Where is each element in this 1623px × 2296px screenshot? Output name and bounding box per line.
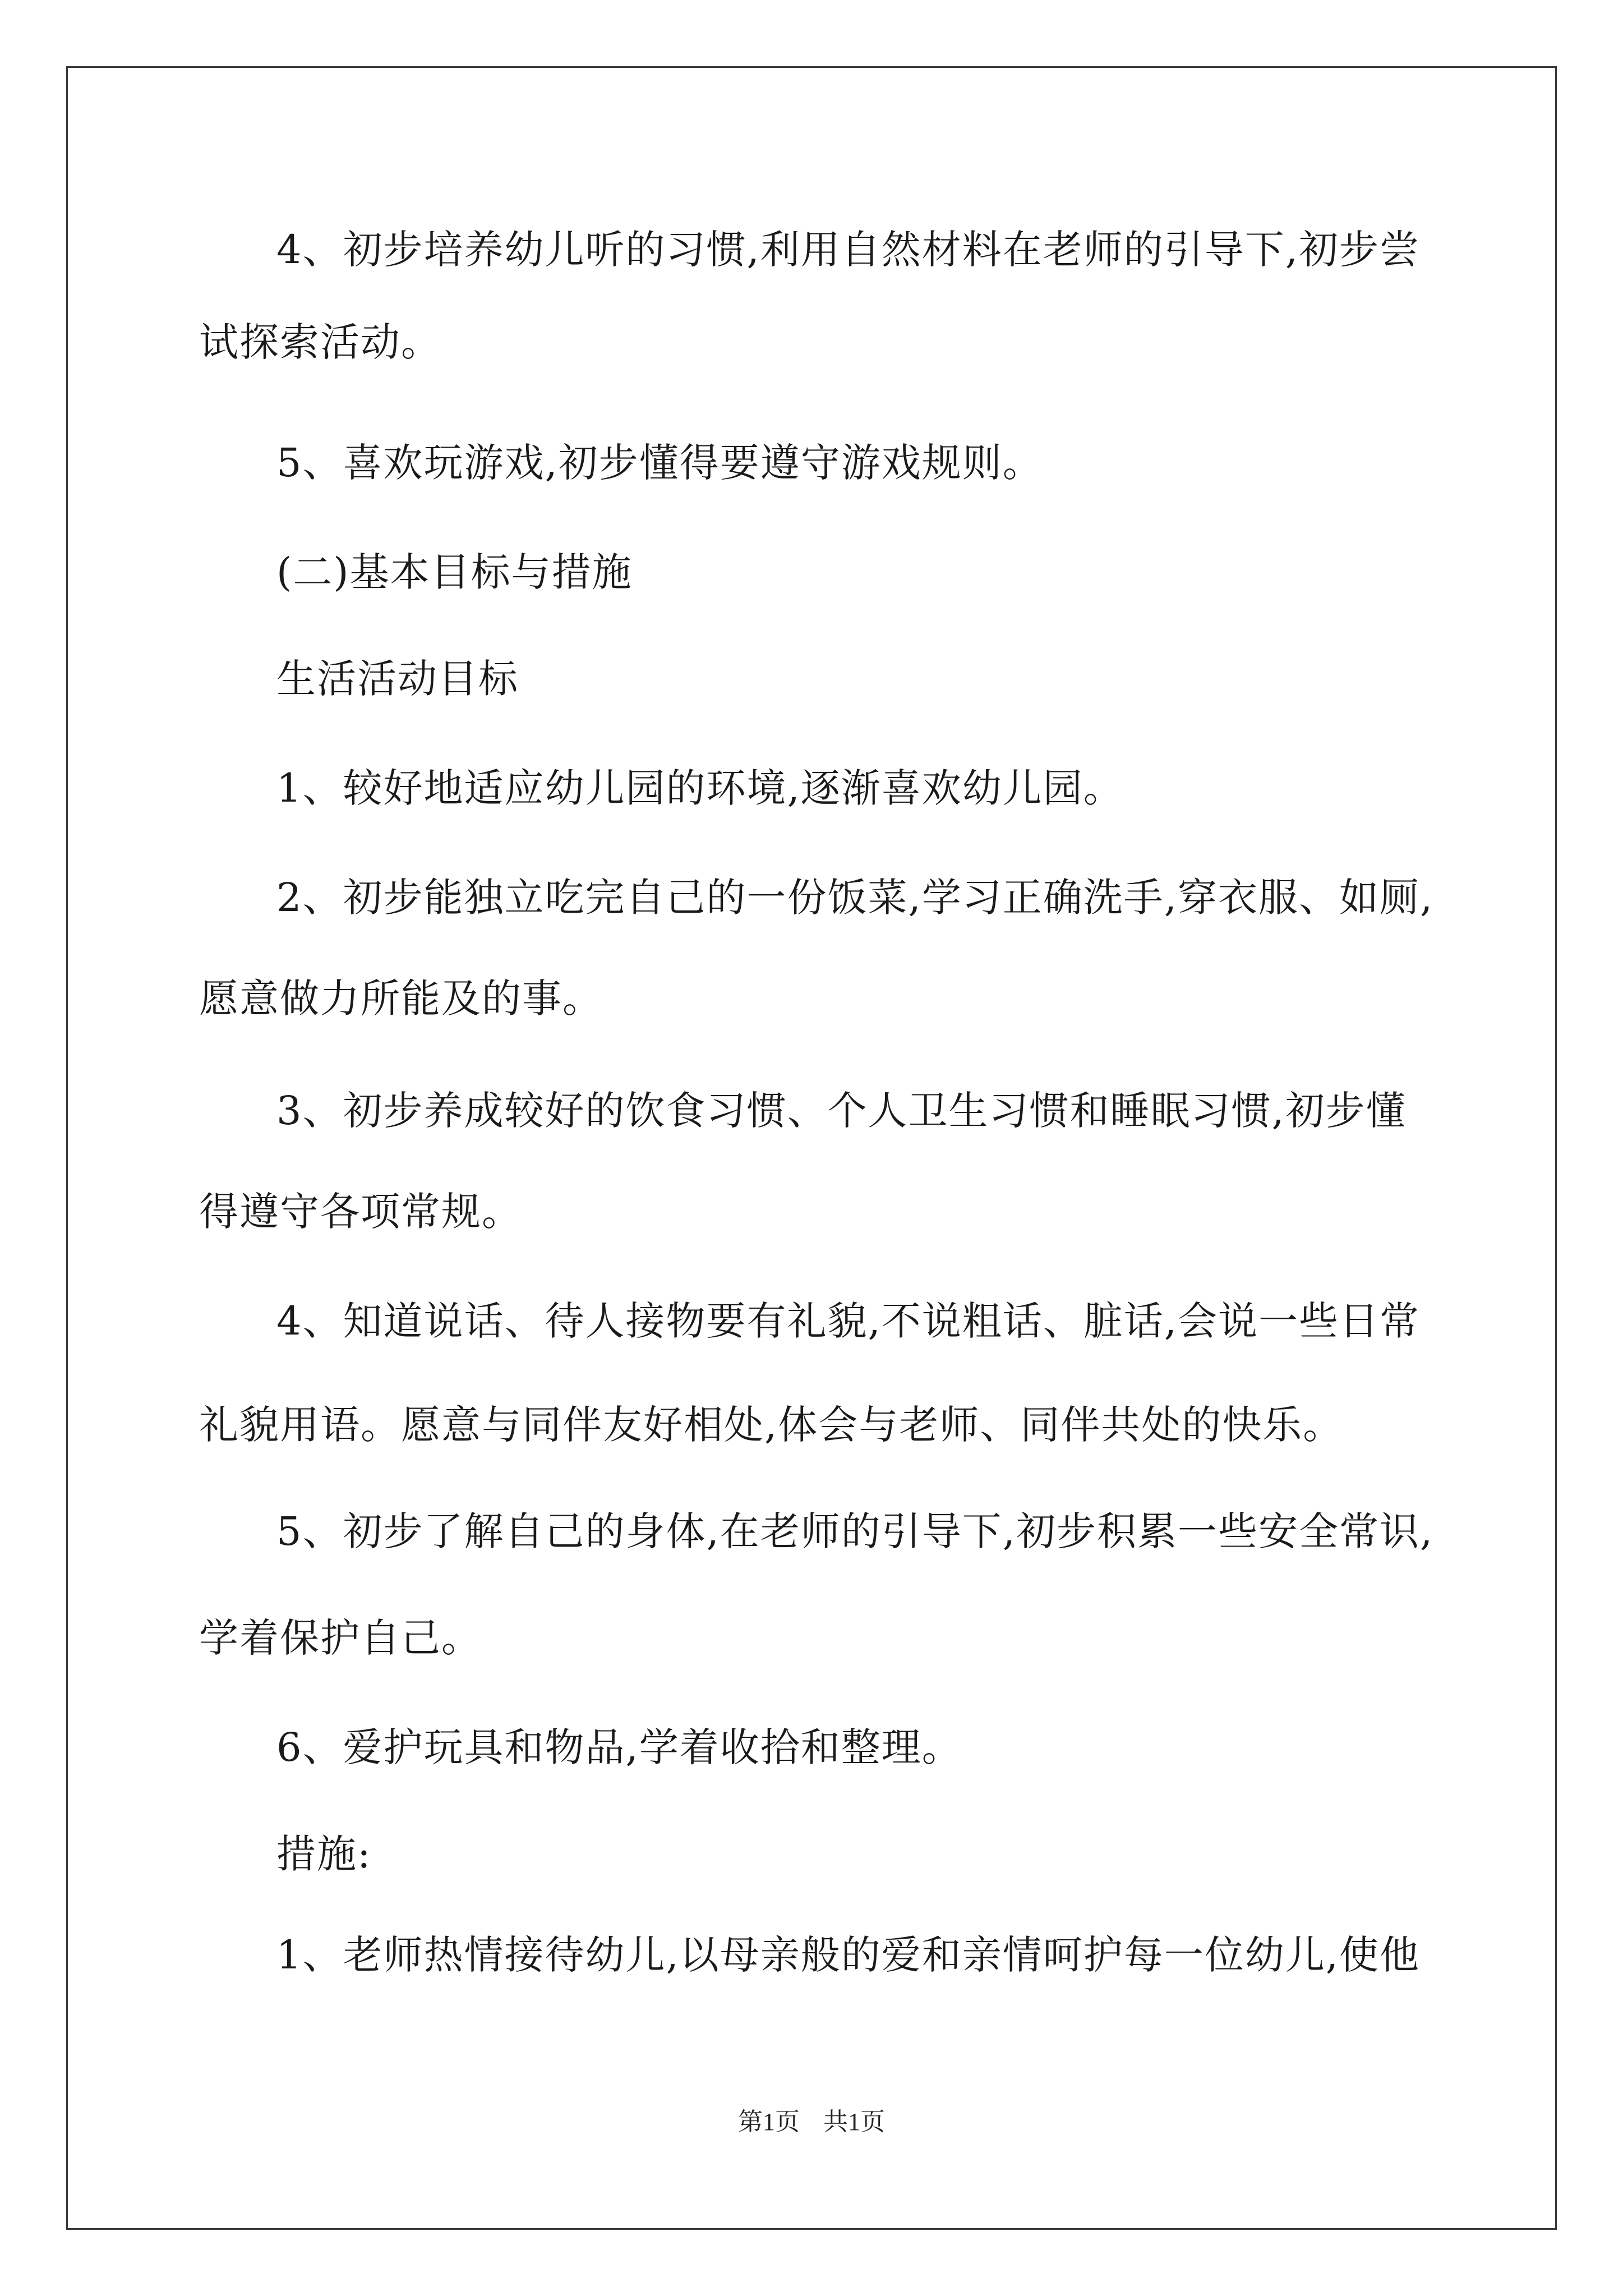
text-line: 得遵守各项常规。: [199, 1189, 522, 1235]
subsection-heading: 生活活动目标: [276, 656, 519, 702]
text-line: 2、初步能独立吃完自己的一份饭菜,学习正确洗手,穿衣服、如厕,: [276, 875, 1434, 921]
text-line: 3、初步养成较好的饮食习惯、个人卫生习惯和睡眠习惯,初步懂: [276, 1088, 1407, 1134]
page-number: 第1页: [738, 2108, 800, 2136]
page-total: 共1页: [823, 2108, 885, 2136]
text-line: 4、初步培养幼儿听的习惯,利用自然材料在老师的引导下,初步尝: [276, 227, 1421, 273]
text-line: 6、爱护玩具和物品,学着收拾和整理。: [276, 1724, 962, 1770]
text-line: 1、老师热情接待幼儿,以母亲般的爱和亲情呵护每一位幼儿,使他: [276, 1932, 1421, 1978]
text-line: 5、喜欢玩游戏,初步懂得要遵守游戏规则。: [276, 440, 1043, 486]
subsection-heading: 措施:: [276, 1831, 372, 1877]
text-line: 学着保护自己。: [199, 1615, 482, 1661]
text-line: 5、初步了解自己的身体,在老师的引导下,初步积累一些安全常识,: [276, 1508, 1434, 1554]
page-border: [66, 66, 1557, 2230]
text-line: 愿意做力所能及的事。: [199, 976, 603, 1022]
text-line: 礼貌用语。愿意与同伴友好相处,体会与老师、同伴共处的快乐。: [199, 1402, 1344, 1448]
page-footer: [0, 2106, 1623, 2138]
text-line: 1、较好地适应幼儿园的环境,逐渐喜欢幼儿园。: [276, 765, 1124, 811]
text-line: 4、知道说话、待人接物要有礼貌,不说粗话、脏话,会说一些日常: [276, 1298, 1421, 1344]
section-heading: (二)基本目标与措施: [276, 549, 633, 595]
text-line: 试探索活动。: [199, 319, 441, 365]
